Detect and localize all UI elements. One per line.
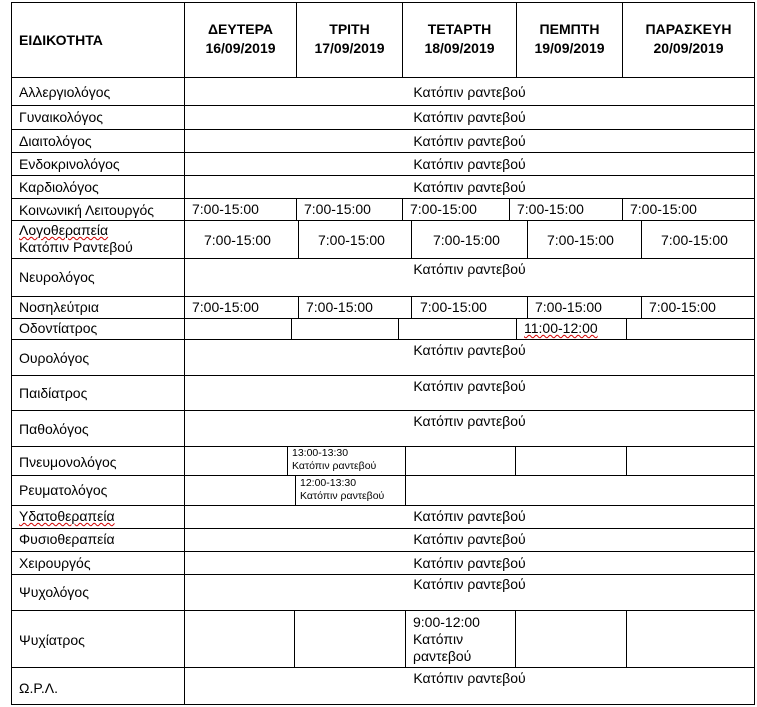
specialty-label: Διαιτολόγος [19,133,92,149]
cell-divider [515,446,516,475]
time-slot-note: Κατόπιν ραντεβού [300,490,385,502]
specialty-label: Παθολόγος [19,421,89,437]
day-date: 17/09/2019 [314,40,385,56]
appointment-note: Κατόπιν ραντεβού [413,133,526,149]
specialty-label: Οδοντίατρος [19,320,98,336]
appointment-note: Κατόπιν ραντεβού [413,378,526,394]
table-border-right [754,2,755,704]
time-slot-note: ραντεβού [413,648,472,664]
time-slot [292,447,376,473]
cell-divider [287,446,288,475]
header-day-tuesday [297,20,402,58]
row-divider [11,528,755,529]
specialty-label: Κοινωνική Λειτουργός [19,202,154,218]
time-slot: 11:00-12:00 [524,320,598,336]
cell-divider [294,610,295,667]
row-divider [11,704,755,705]
day-date: 18/09/2019 [424,40,495,56]
cell-divider [515,610,516,667]
time-slot: 7:00-15:00 [192,201,259,217]
time-slot-time: 13:00-13:30 [292,447,349,459]
row-divider [11,375,755,376]
specialty-label: Νοσηλεύτρια [19,299,99,315]
cell-divider [298,296,299,318]
cell-divider [298,220,299,258]
row-divider [11,258,755,259]
row-divider [11,105,755,106]
cell-divider [411,296,412,318]
row-divider [11,2,755,3]
row-divider [11,505,755,506]
header-day-thursday [517,20,622,58]
specialty-label: Παιδίατρος [19,385,88,401]
specialty-label [19,222,133,256]
day-name: ΠΑΡΑΣΚΕΥΗ [645,21,732,37]
time-slot: 7:00-15:00 [649,299,716,315]
time-slot [413,614,480,665]
cell-divider [296,198,297,220]
row-divider [11,77,755,78]
day-date: 19/09/2019 [534,40,605,56]
appointment-note: Κατόπιν ραντεβού [413,342,526,358]
appointment-note: Κατόπιν ραντεβού [413,413,526,429]
row-divider [11,220,755,221]
time-slot: 7:00-15:00 [318,232,385,248]
specialty-label: Ψυχίατρος [19,632,85,648]
specialty-label: Ρευματολόγος [19,482,108,498]
appointment-note: Κατόπιν ραντεβού [413,531,526,547]
time-slot: 7:00-15:00 [410,201,477,217]
specialty-label: Ουρολόγος [19,350,90,366]
specialty-label: Καρδιολόγος [19,179,99,195]
appointment-note: Κατόπιν ραντεβού [413,156,526,172]
time-slot-note: Κατόπιν ραντεβού [292,460,377,472]
time-slot: 7:00-15:00 [306,299,373,315]
cell-divider [527,296,528,318]
cell-divider [402,198,403,220]
time-slot: 7:00-15:00 [535,299,602,315]
day-name: ΤΕΤΑΡΤΗ [427,21,492,37]
day-name: ΠΕΜΠΤΗ [539,21,600,37]
cell-divider [405,475,406,505]
appointment-note: Κατόπιν ραντεβού [413,261,526,277]
specialty-line: Κατόπιν Ραντεβού [19,239,133,255]
header-day-wednesday [403,20,516,58]
specialty-label: Ψυχολόγος [19,584,89,600]
cell-divider [626,610,627,667]
row-divider [11,475,755,476]
appointment-note: Κατόπιν ραντεβού [413,555,526,571]
appointment-note: Κατόπιν ραντεβού [413,179,526,195]
row-divider [11,574,755,575]
row-divider [11,296,755,297]
time-slot: 7:00-15:00 [661,232,728,248]
row-divider [11,129,755,130]
time-slot: 7:00-15:00 [420,299,487,315]
specialty-label: Χειρουργός [19,555,91,571]
appointment-note: Κατόπιν ραντεβού [413,508,526,524]
header-day-friday [623,20,754,58]
specialty-label: Αλλεργιολόγος [19,84,111,100]
appointment-note: Κατόπιν ραντεβού [413,670,526,686]
row-divider [11,198,755,199]
row-divider [11,175,755,176]
cell-divider [516,318,517,339]
specialty-label: Γυναικολόγος [19,109,104,125]
cell-divider [411,220,412,258]
header-specialty: ΕΙΔΙΚΟΤΗΤΑ [19,32,103,48]
day-name: ΤΡΙΤΗ [329,21,370,37]
time-slot: 7:00-15:00 [517,201,584,217]
specialty-line: Λογοθεραπεία [19,222,109,238]
cell-divider [626,318,627,339]
day-date: 20/09/2019 [653,40,724,56]
cell-divider [641,296,642,318]
cell-divider [398,318,399,339]
specialty-label: Υδατοθεραπεία [19,508,115,524]
time-slot-note: Κατόπιν [413,631,464,647]
row-divider [11,152,755,153]
cell-divider [527,220,528,258]
cell-divider [295,475,296,505]
time-slot-time: 12:00-13:30 [300,477,357,489]
time-slot [300,477,384,503]
time-slot: 7:00-15:00 [204,232,271,248]
specialty-label: Ω.Ρ.Λ. [19,680,59,696]
cell-divider [509,198,510,220]
time-slot: 7:00-15:00 [630,201,697,217]
cell-divider [622,198,623,220]
row-divider [11,551,755,552]
specialty-label: Νευρολόγος [19,269,95,285]
row-divider [11,410,755,411]
row-divider [11,339,755,340]
day-date: 16/09/2019 [205,40,276,56]
appointment-note: Κατόπιν ραντεβού [413,109,526,125]
day-name: ΔΕΥΤΕΡΑ [207,21,274,37]
specialty-label: Ενδοκρινολόγος [19,156,120,172]
table-border-left [11,2,12,704]
cell-divider [291,318,292,339]
time-slot: 7:00-15:00 [304,201,371,217]
row-divider [11,446,755,447]
row-divider [11,318,755,319]
time-slot: 7:00-15:00 [547,232,614,248]
row-divider [11,610,755,611]
header-day-monday [185,20,296,58]
appointment-note: Κατόπιν ραντεβού [413,576,526,592]
row-divider [11,667,755,668]
cell-divider [626,446,627,475]
cell-divider [405,610,406,667]
time-slot-time: 9:00-12:00 [413,614,480,630]
specialty-label: Φυσιοθεραπεία [19,531,115,547]
time-slot: 7:00-15:00 [192,299,259,315]
cell-divider [641,220,642,258]
appointment-note: Κατόπιν ραντεβού [413,84,526,100]
cell-divider [405,446,406,475]
specialty-label: Πνευμονολόγος [19,454,117,470]
time-slot: 7:00-15:00 [433,232,500,248]
